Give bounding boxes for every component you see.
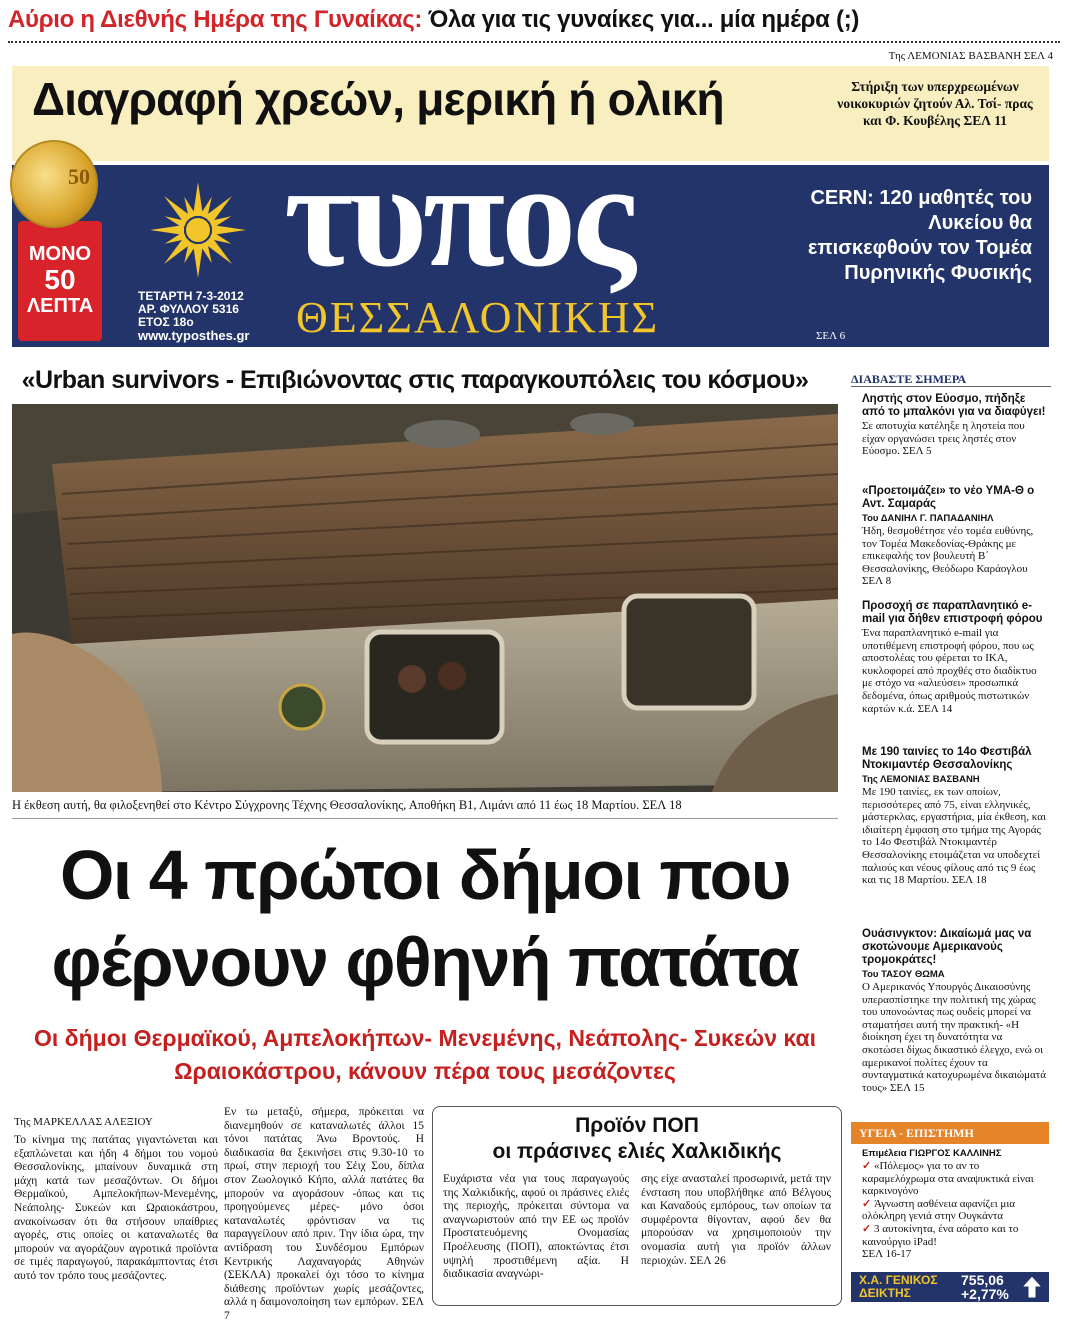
- sidebar-item-text: Ο Αμερικανός Υπουργός Δικαιοσύνης υπερασπίστηκε την πολιτική της χώρας του υπονοώντας πως ουδείς μπορεί να σταματήσει αυτή την πρακτική- «Η διοίκηση έχει τη δυνατότητα να σκοτώσει δίχως δικαστικό έλεγχο, ενώ οι αμερικανοί πολίτες έχουν τα συνταγματικά κατοχυρωμένα δικαιώματά τους» ΣΕΛ 15: [862, 981, 1046, 1094]
- coin-icon: [10, 140, 98, 228]
- sidebar-item-title: Ουάσινγκτον: Δικαίωμά μας να σκοτώνουμε Αμερικανούς τρομοκράτες!: [862, 928, 1032, 966]
- main-headline-line-1[interactable]: Οι 4 πρώτοι δήμοι που: [59, 836, 791, 914]
- website-link[interactable]: www.typosthes.gr: [138, 328, 250, 343]
- issue-date: ΤΕΤΑΡΤΗ 7-3-2012: [138, 289, 244, 303]
- price-line-1: ΜΟΝΟ: [28, 243, 92, 265]
- checkmark-icon: ✓: [862, 1222, 874, 1235]
- main-story-column-1: Το κίνημα της πατάτας γιγαντώνεται και εξαπλώνεται και ήδη 4 δήμοι του νομού Θεσσαλονίκης, μπαίνουν δυναμικά στη μάχη κατά των μεσαζόντων. Οι δήμοι Θερμαϊκού, Αμπελοκήπων-Μενεμένης, Νεάπολης- Συκεών και Ωραιοκάστρου, ανακοίνωσαν ότι θα στήσουν υπαίθριες αγορές, στις οποίες οι καταναλωτές θα μπορούν να αγοράζουν αγροτικά προϊόντα σε τιμές παραγωγού, παρακάμπτοντας έτσι αυτό τον τρόπο τους μεσάζοντες.: [14, 1134, 218, 1282]
- price-line-3: ΛΕΠΤΑ: [26, 295, 94, 317]
- sidebar-item-email[interactable]: [862, 600, 1046, 715]
- top-teaser[interactable]: [8, 6, 1060, 36]
- top-teaser-byline: Της ΛΕΜΟΝΙΑΣ ΒΑΣΒΑΝΗ ΣΕΛ 4: [888, 50, 1053, 62]
- sidebar-item-robbery[interactable]: [862, 393, 1046, 458]
- sidebar-header: ΔΙΑΒΑΣΤΕ ΣΗΜΕΡΑ: [851, 372, 967, 386]
- sidebar-item-title: Προσοχή σε παραπλανητικό e-mail για δήθεν επιστροφή φόρου: [862, 600, 1043, 625]
- newspaper-logo-subtitle: ΘΕΣΣΑΛΟΝΙΚΗΣ: [296, 293, 660, 342]
- vergina-sun-icon: [148, 180, 248, 280]
- cern-teaser[interactable]: CERN: 120 μαθητές του Λυκείου θα επισκεφθούν τον Τομέα Πυρηνικής Φυσικής: [807, 187, 1032, 284]
- main-subheadline: Οι δήμοι Θερμαϊκού, Αμπελοκήπων- Μενεμένης, Νεάπολης- Συκεών και Ωραιοκάστρου, κάνουν πέρα τους μεσάζοντες: [34, 1025, 816, 1084]
- health-item[interactable]: ✓ 3 αυτοκίνητα, ένα αόρατο και το καινούργιο iPad!: [862, 1222, 1019, 1248]
- issue-number: ΑΡ. ΦΥΛΛΟΥ 5316: [138, 302, 239, 316]
- checkmark-icon: ✓: [862, 1160, 874, 1172]
- stock-index-label-line-2: ΔΕΙΚΤΗΣ: [859, 1286, 911, 1300]
- checkmark-icon: ✓: [862, 1197, 874, 1210]
- pop-title-line-1: Προϊόν ΠΟΠ: [575, 1114, 699, 1137]
- pop-olives-box[interactable]: [432, 1106, 842, 1306]
- sidebar-item-text: Ένα παραπλανητικό e-mail για υποτιθέμενη επιστροφή φόρου, που ως αποστολέας του φέρεται το ΙΚΑ, κυκλοφορεί από προχθές στο διαδίκτυο με στόχο να «αλιεύσει» προσωπικά δεδομένα, όπως αριθμούς πιστωτικών καρτών κ.ά. ΣΕΛ 14: [862, 627, 1037, 715]
- top-teaser-black: Όλα για τις γυναίκες για... μία ημέρα (;): [422, 6, 860, 33]
- sidebar-item-washington[interactable]: [862, 928, 1046, 1094]
- stock-index-change: +2,77%: [961, 1286, 1009, 1302]
- sidebar-item-title: «Προετοιμάζει» το νέο ΥΜΑ-Θ ο Αντ. Σαμαράς: [862, 485, 1035, 510]
- sidebar-item-author: Του ΔΑΝΙΗΛ Γ. ΠΑΠΑΔΑΝΙΗΛ: [862, 513, 994, 524]
- sidebar-item-text: Σε αποτυχία κατέληξε η ληστεία που είχαν οργανώσει τρεις ληστές στον Εύοσμο. ΣΕΛ 5: [862, 420, 1025, 458]
- banner-headline: Διαγραφή χρεών, μερική ή ολική: [32, 73, 724, 125]
- stock-index-label: [859, 1274, 938, 1300]
- caption-divider: [12, 818, 838, 819]
- train-photo: [12, 404, 838, 792]
- health-list: [862, 1160, 1046, 1261]
- pop-box-title: [433, 1113, 841, 1165]
- main-headline-line-2[interactable]: φέρνουν φθηνή πατάτα: [51, 923, 799, 1001]
- issue-info: [138, 290, 249, 342]
- cern-page-ref: ΣΕΛ 6: [816, 330, 846, 342]
- dotted-divider: [8, 41, 1060, 43]
- issue-year: ΕΤΟΣ 18ο: [138, 315, 194, 329]
- stock-index-value: 755,06: [961, 1272, 1004, 1288]
- sidebar-item-author: Της ΛΕΜΟΝΙΑΣ ΒΑΣΒΑΝΗ: [862, 774, 980, 785]
- sidebar-item-author: Του ΤΑΣΟΥ ΘΩΜΑ: [862, 969, 945, 980]
- health-author: Επιμέλεια ΓΙΩΡΓΟΣ ΚΑΛΛΙΝΗΣ: [862, 1148, 1002, 1159]
- sidebar-item-text: Με 190 ταινίες, εκ των οποίων, περισσότερες από 75, είναι ελληνικές, μάστερκλας, εργαστήρια, μία έκθεση, και ιδιαίτερη έμφαση στο τμήμα της Αγοράς το 14ο Φεστιβάλ Ντοκιμαντέρ Θεσσαλονίκης ετοιμάζεται να υποδεχτεί παλιούς και νέους φίλους από τις 9 έως και τις 18 Μαρτίου. ΣΕΛ 18: [862, 786, 1046, 887]
- sidebar-item-text: Ήδη, θεσμοθέτησε νέο τομέα ευθύνης, τον Τομέα Μακεδονίας-Θράκης με επικεφαλής τον βουλευτή Β΄ Θεσσαλονίκης, Θεόδωρο Καράογλου ΣΕΛ 8: [862, 525, 1034, 588]
- banner-side-text: Στήριξη των υπερχρεωμένων νοικοκυριών ζητούν Αλ. Τσί- πρας και Φ. Κουβέλης ΣΕΛ 11: [837, 79, 1033, 128]
- up-arrow-icon: [1021, 1275, 1043, 1299]
- newspaper-logo[interactable]: τυπος: [284, 132, 632, 298]
- train-photo-illustration: [12, 404, 838, 792]
- main-story-column-2: Εν τω μεταξύ, σήμερα, πρόκειται να διανεμηθούν σε καταναλωτές άλλοι 15 τόνοι πατάτας Άνω Βροντούς. Η διαδικασία θα ξεκινήσει στις 9.30-10 το πρωί, στην περιοχή του Σέιχ Σου, δίπλα στον Ζωολογικό Κήπο, αλλά πατάτες θα μπορούν να αγοράσουν -όπως και τις προηγούμενες μέρες- μόνο όσοι καταναλωτές φρόντισαν να τις παραγγείλουν από πριν. Την ίδια ώρα, την αντίδραση του Συνδέσμου Εμπόρων Κεντρικής Λαχαναγοράς Αθηνών (ΣΕΚΛΑ) προκαλεί όχι τόσο το κίνημα διάθεσης προϊόντων χωρίς μεσάζοντες, αλλά η δαιμονοποίηση των εμπόρων. ΣΕΛ 7: [224, 1106, 424, 1322]
- pop-box-column-2: σης είχε ανασταλεί προσωρινά, μετά την ένσταση που υποβλήθηκε από Βέλγους και Καναδούς εμπόρους, των οποίων τα συμφέροντα θίγονταν, αφού δεν θα μπορούσαν να χρησιμοποιούν την ονομασία αυτή για προϊόν άλλων περιοχών. ΣΕΛ 26: [641, 1173, 831, 1267]
- health-science-header[interactable]: ΥΓΕΙΑ - ΕΠΙΣΤΗΜΗ: [851, 1122, 1049, 1144]
- sidebar-item-title: Με 190 ταινίες το 14ο Φεστιβάλ Ντοκιμαντέρ Θεσσαλονίκης: [862, 746, 1032, 771]
- health-item[interactable]: ✓ Άγνωστη ασθένεια αφανίζει μια ολόκληρη γενιά στην Ουγκάντα: [862, 1197, 1016, 1223]
- price-line-2: 50: [44, 264, 76, 295]
- sidebar-item-title: Ληστής στον Εύοσμο, πήδηξε από το μπαλκόνι για να διαφύγει!: [862, 393, 1046, 418]
- health-page-ref: ΣΕΛ 16-17: [862, 1248, 912, 1261]
- sidebar-item-festival[interactable]: [862, 746, 1046, 887]
- top-teaser-red: Αύριο η Διεθνής Ημέρα της Γυναίκας:: [8, 6, 423, 33]
- pop-title-line-2: οι πράσινες ελιές Χαλκιδικής: [492, 1140, 782, 1163]
- stock-index-box: [851, 1272, 1049, 1302]
- pop-box-column-1: Ευχάριστα νέα για τους παραγωγούς της Χαλκιδικής, αφού οι πράσινες ελιές της περιοχής, πρόκειται σύντομα να αναγνωριστούν από την ΕΕ ως προϊόν Προστατευόμενης Ονομασίας Προέλευσης (ΠΟΠ), αποκτώντας έτσι υψηλή προστιθέμενη αξία. Η διαδικασία αναγνώρι-: [443, 1173, 629, 1281]
- feature-headline[interactable]: «Urban survivors - Επιβιώνοντας στις παραγκουπόλεις του κόσμου»: [21, 366, 809, 394]
- photo-caption: Η έκθεση αυτή, θα φιλοξενηθεί στο Κέντρο Σύγχρονης Τέχνης Θεσσαλονίκης, Αποθήκη Β1, Λιμάνι από 11 έως 18 Μαρτίου. ΣΕΛ 18: [12, 798, 682, 812]
- price-badge: [18, 221, 102, 341]
- sidebar-divider: [851, 386, 1051, 387]
- health-item[interactable]: ✓ «Πόλεμος» για το αν το καραμελόχρωμα στα αναψυκτικά είναι καρκινογόνο: [862, 1160, 1034, 1198]
- main-story-byline: Της ΜΑΡΚΕΛΛΑΣ ΑΛΕΞΙΟΥ: [14, 1116, 153, 1128]
- sidebar-item-samaras[interactable]: [862, 485, 1046, 588]
- coin-label: 50: [68, 164, 90, 189]
- stock-index-label-line-1: Χ.Α. ΓΕΝΙΚΟΣ: [859, 1273, 938, 1287]
